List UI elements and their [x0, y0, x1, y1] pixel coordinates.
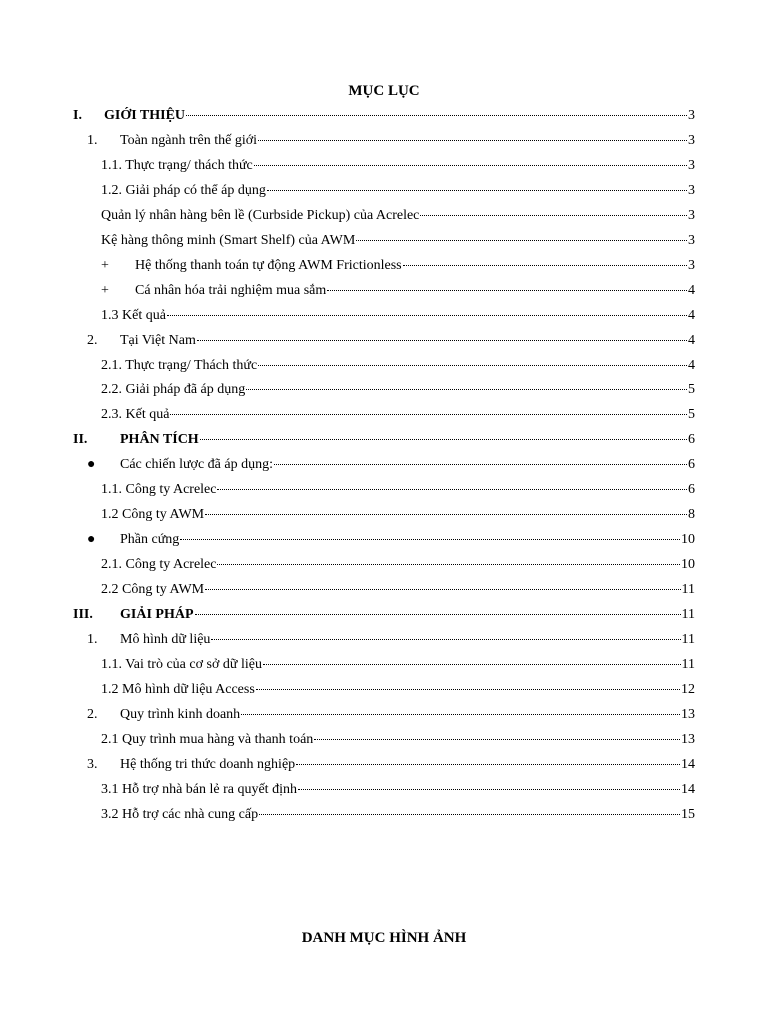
toc-leader-dots — [327, 290, 687, 291]
toc-entry-marker: III. — [73, 607, 93, 622]
toc-page-number: 3 — [688, 158, 695, 173]
toc-entry[interactable] — [101, 780, 695, 800]
toc-leader-dots — [167, 315, 687, 316]
toc-entry-label: PHÂN TÍCH — [120, 432, 199, 447]
toc-page-number: 11 — [681, 632, 695, 647]
toc-entry-marker: 2. — [87, 707, 98, 722]
toc-entry-label: 3.2 Hỗ trợ các nhà cung cấp — [101, 807, 259, 822]
toc-entry-label: 2.2. Giải pháp đã áp dụng — [101, 382, 246, 397]
toc-entry-marker: 2. — [87, 333, 98, 348]
toc-entry-marker: 1. — [87, 133, 98, 148]
toc-entry-label: Cá nhân hóa trải nghiệm mua sắm — [135, 283, 327, 298]
toc-leader-dots — [241, 714, 680, 715]
toc-entry-marker: ● — [87, 457, 96, 472]
toc-page-number: 15 — [681, 807, 695, 822]
toc-page-number: 3 — [688, 183, 695, 198]
toc-page-number: 6 — [688, 482, 695, 497]
toc-entry-marker: 1. — [87, 632, 98, 647]
toc-entry-label: 2.2 Công ty AWM — [101, 582, 205, 597]
toc-page-number: 10 — [681, 532, 695, 547]
toc-entry-label: 1.3 Kết quả — [101, 308, 166, 323]
toc-entry-label: GIỚI THIỆU — [104, 108, 186, 123]
toc-entry[interactable] — [101, 405, 695, 425]
toc-page-number: 3 — [688, 208, 695, 223]
toc-entry[interactable] — [87, 705, 695, 725]
toc-leader-dots — [217, 564, 680, 565]
toc-leader-dots — [180, 539, 680, 540]
toc-leader-dots — [217, 489, 687, 490]
toc-page-number: 6 — [688, 432, 695, 447]
toc-entry[interactable] — [87, 530, 695, 550]
toc-entry[interactable] — [101, 356, 695, 376]
toc-entry[interactable] — [101, 256, 695, 276]
toc-entry-label: 2.1. Công ty Acrelec — [101, 557, 217, 572]
toc-leader-dots — [296, 764, 680, 765]
toc-entry[interactable] — [101, 730, 695, 750]
toc-leader-dots — [274, 464, 687, 465]
toc-entry-label: 1.1. Vai trò của cơ sở dữ liệu — [101, 657, 262, 672]
toc-leader-dots — [254, 165, 687, 166]
toc-leader-dots — [256, 689, 680, 690]
toc-page-number: 4 — [688, 308, 695, 323]
toc-page-number: 11 — [681, 607, 695, 622]
toc-page-number: 3 — [688, 233, 695, 248]
toc-entry-label: Quản lý nhân hàng bên lề (Curbside Pickup) của Acrelec — [101, 208, 420, 223]
toc-leader-dots — [258, 140, 687, 141]
toc-entry[interactable] — [101, 680, 695, 700]
toc-page-number: 13 — [681, 707, 695, 722]
toc-leader-dots — [420, 215, 687, 216]
toc-leader-dots — [186, 115, 687, 116]
toc-entry-label: 2.1 Quy trình mua hàng và thanh toán — [101, 732, 314, 747]
toc-leader-dots — [200, 439, 687, 440]
toc-page-number: 5 — [688, 382, 695, 397]
toc-entry-label: Quy trình kinh doanh — [120, 707, 241, 722]
toc-leader-dots — [258, 365, 687, 366]
toc-leader-dots — [195, 614, 681, 615]
toc-leader-dots — [211, 639, 680, 640]
toc-entry[interactable] — [87, 331, 695, 351]
toc-entry[interactable] — [87, 630, 695, 650]
toc-leader-dots — [356, 240, 687, 241]
toc-entry-label: 1.2 Mô hình dữ liệu Access — [101, 682, 255, 697]
toc-page-number: 5 — [688, 407, 695, 422]
toc-leader-dots — [205, 514, 687, 515]
toc-entry-marker: II. — [73, 432, 88, 447]
toc-entry-label: 1.2. Giải pháp có thể áp dụng — [101, 183, 266, 198]
toc-page-number: 12 — [681, 682, 695, 697]
toc-entry[interactable] — [87, 455, 695, 475]
toc-entry-label: Tại Việt Nam — [120, 333, 196, 348]
toc-page-number: 4 — [688, 358, 695, 373]
toc-page-number: 3 — [688, 258, 695, 273]
toc-leader-dots — [246, 389, 687, 390]
toc-page-number: 4 — [688, 283, 695, 298]
toc-page-number: 11 — [681, 657, 695, 672]
toc-page-number: 6 — [688, 457, 695, 472]
toc-leader-dots — [403, 265, 687, 266]
toc-entry[interactable] — [101, 206, 695, 226]
toc-entry[interactable] — [101, 555, 695, 575]
toc-entry[interactable] — [101, 480, 695, 500]
toc-entry[interactable] — [73, 605, 695, 625]
toc-entry-label: 2.1. Thực trạng/ Thách thức — [101, 358, 258, 373]
toc-leader-dots — [298, 789, 680, 790]
toc-entry-marker: ● — [87, 532, 96, 547]
toc-entry-label: 1.2 Công ty AWM — [101, 507, 205, 522]
toc-page-number: 4 — [688, 333, 695, 348]
toc-page-number: 3 — [688, 133, 695, 148]
toc-page-number: 11 — [681, 582, 695, 597]
toc-entry[interactable] — [101, 181, 695, 201]
toc-page-number: 13 — [681, 732, 695, 747]
toc-entry-label: GIẢI PHÁP — [120, 607, 194, 622]
toc-entry-label: 1.1. Thực trạng/ thách thức — [101, 158, 253, 173]
toc-entry[interactable] — [101, 306, 695, 326]
toc-leader-dots — [263, 664, 681, 665]
toc-leader-dots — [197, 340, 687, 341]
toc-entry[interactable] — [101, 805, 695, 825]
toc-entry[interactable] — [101, 580, 695, 600]
toc-entry-label: Kệ hàng thông minh (Smart Shelf) của AWM — [101, 233, 356, 248]
toc-entry-marker: 3. — [87, 757, 98, 772]
toc-entry-label: Hệ thống thanh toán tự động AWM Frictionless — [135, 258, 402, 273]
toc-leader-dots — [205, 589, 680, 590]
toc-page-number: 14 — [681, 757, 695, 772]
toc-entry-marker: I. — [73, 108, 82, 123]
toc-entry-label: Mô hình dữ liệu — [120, 632, 211, 647]
toc-entry[interactable] — [73, 430, 695, 450]
toc-leader-dots — [170, 414, 687, 415]
toc-entry-label: Các chiến lược đã áp dụng: — [120, 457, 273, 472]
toc-page-number: 14 — [681, 782, 695, 797]
toc-entry[interactable] — [101, 655, 695, 675]
toc-entry[interactable] — [87, 131, 695, 151]
toc-entry-label: Phần cứng — [120, 532, 180, 547]
toc-entry[interactable] — [73, 106, 695, 126]
toc-title: MỤC LỤC — [348, 83, 420, 99]
toc-leader-dots — [259, 814, 680, 815]
toc-entry[interactable] — [101, 380, 695, 400]
toc-entry-label: 3.1 Hỗ trợ nhà bán lẻ ra quyết định — [101, 782, 297, 797]
toc-entry-marker: + — [101, 258, 109, 273]
toc-entry-label: 1.1. Công ty Acrelec — [101, 482, 217, 497]
toc-entry[interactable] — [101, 231, 695, 251]
figures-list-title: DANH MỤC HÌNH ẢNH — [301, 930, 467, 946]
toc-entry-label: Toàn ngành trên thế giới — [120, 133, 258, 148]
toc-page-number: 3 — [688, 108, 695, 123]
toc-entry[interactable] — [101, 281, 695, 301]
toc-leader-dots — [314, 739, 680, 740]
toc-entry-marker: + — [101, 283, 109, 298]
toc-leader-dots — [267, 190, 687, 191]
toc-page-number: 10 — [681, 557, 695, 572]
toc-entry[interactable] — [87, 755, 695, 775]
toc-entry-label: Hệ thống tri thức doanh nghiệp — [120, 757, 296, 772]
toc-entry[interactable] — [101, 505, 695, 525]
toc-page-number: 8 — [688, 507, 695, 522]
toc-entry[interactable] — [101, 156, 695, 176]
toc-entry-label: 2.3. Kết quả — [101, 407, 170, 422]
